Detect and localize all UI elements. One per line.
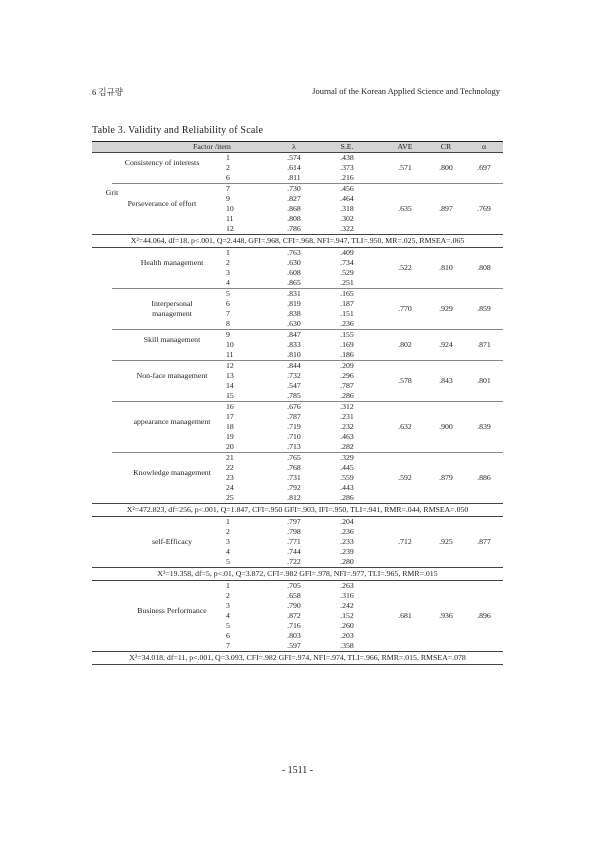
page-number: - 1511 - xyxy=(281,765,314,776)
item-se: .464 xyxy=(340,194,354,203)
item-number: 22 xyxy=(226,463,234,472)
group-ave: .632 xyxy=(398,422,412,431)
table-row xyxy=(92,547,503,557)
biz-section xyxy=(92,581,503,651)
table-row xyxy=(92,432,503,442)
item-number: 9 xyxy=(226,194,230,203)
table-row xyxy=(92,204,503,214)
item-se: .443 xyxy=(340,483,354,492)
item-number: 4 xyxy=(226,278,230,287)
table-row xyxy=(92,268,503,278)
factor-group xyxy=(92,289,503,329)
group-alpha: .769 xyxy=(477,204,491,213)
table-row xyxy=(92,361,503,371)
item-lambda: .731 xyxy=(287,473,301,482)
group-cr: .800 xyxy=(439,163,453,172)
item-se: .233 xyxy=(340,537,354,546)
item-lambda: .722 xyxy=(287,557,301,566)
model-fit-row: X²=34.018, df=11, p<.001, Q=3.093, CFI=.982 GFI=.974, NFI=.974, TLI=.966, RMR=.015, RMSEA=.078 xyxy=(92,651,503,665)
group-cr: .843 xyxy=(439,376,453,385)
item-se: .787 xyxy=(340,381,354,390)
item-number: 17 xyxy=(226,412,234,421)
table-row xyxy=(92,194,503,204)
table-row xyxy=(92,299,503,309)
item-number: 10 xyxy=(226,204,234,213)
item-se: .282 xyxy=(340,442,354,451)
item-lambda: .719 xyxy=(287,422,301,431)
item-number: 11 xyxy=(226,214,234,223)
item-lambda: .872 xyxy=(287,611,301,620)
table-row xyxy=(92,611,503,621)
item-se: .236 xyxy=(340,319,354,328)
group-ave: .578 xyxy=(398,376,412,385)
item-number: 7 xyxy=(226,309,230,318)
item-se: .216 xyxy=(340,173,354,182)
construct-label: Grit xyxy=(105,188,119,197)
table-row xyxy=(92,422,503,432)
item-number: 19 xyxy=(226,432,234,441)
item-lambda: .803 xyxy=(287,631,301,640)
item-lambda: .786 xyxy=(287,224,301,233)
item-lambda: .838 xyxy=(287,309,301,318)
item-lambda: .614 xyxy=(287,163,301,172)
col-ave: AVE xyxy=(397,142,413,151)
item-lambda: .790 xyxy=(287,601,301,610)
item-se: .152 xyxy=(340,611,354,620)
running-head-left: 6 김규량 xyxy=(92,87,124,97)
table-row xyxy=(92,402,503,412)
item-number: 2 xyxy=(226,163,230,172)
item-lambda: .810 xyxy=(287,350,301,359)
running-head-right: Journal of the Korean Applied Science and Technology xyxy=(312,86,500,96)
item-se: .187 xyxy=(340,299,354,308)
table-row xyxy=(92,527,503,537)
item-lambda: .763 xyxy=(287,248,301,257)
item-lambda: .658 xyxy=(287,591,301,600)
group-alpha: .896 xyxy=(477,611,491,620)
table-row xyxy=(92,517,503,527)
item-lambda: .574 xyxy=(287,153,301,162)
item-number: 6 xyxy=(226,173,230,182)
factor-group xyxy=(92,361,503,401)
item-number: 4 xyxy=(226,611,230,620)
item-se: .358 xyxy=(340,641,354,650)
table-row xyxy=(92,309,503,319)
item-se: .318 xyxy=(340,204,354,213)
table-row xyxy=(92,557,503,567)
table-row xyxy=(92,581,503,591)
group-cr: .925 xyxy=(439,537,453,546)
item-lambda: .676 xyxy=(287,402,301,411)
factor-name: Non-face management xyxy=(136,371,208,380)
group-cr: .936 xyxy=(439,611,453,620)
table-row xyxy=(92,412,503,422)
item-number: 5 xyxy=(226,557,230,566)
item-se: .236 xyxy=(340,527,354,536)
item-lambda: .827 xyxy=(287,194,301,203)
item-lambda: .771 xyxy=(287,537,301,546)
factor-name: Skill management xyxy=(143,335,201,344)
model-fit-row: X²=472.823, df=256, p<.001, Q=1.847, CFI=.950 GFI=.903, IFI=.950, TLI=.941, RMR=.044, RMSEA=.050 xyxy=(92,503,503,517)
item-number: 14 xyxy=(226,381,234,390)
item-se: .260 xyxy=(340,621,354,630)
item-lambda: .608 xyxy=(287,268,301,277)
model-fit-row: X²=19.358, df=5, p<.01, Q=3.872, CFI=.982 GFI=.978, NFI=.977, TLI=.965, RMR=.015 xyxy=(92,567,503,581)
table-row xyxy=(92,463,503,473)
item-number: 21 xyxy=(226,453,234,462)
item-lambda: .798 xyxy=(287,527,301,536)
item-number: 3 xyxy=(226,601,230,610)
item-number: 18 xyxy=(226,422,234,431)
item-se: .251 xyxy=(340,278,354,287)
table-row xyxy=(92,289,503,299)
table-caption: Table 3. Validity and Reliability of Scale xyxy=(92,125,264,136)
item-number: 7 xyxy=(226,641,230,650)
factor-name: Business Performance xyxy=(137,606,207,615)
item-number: 5 xyxy=(226,289,230,298)
item-se: .165 xyxy=(340,289,354,298)
item-lambda: .630 xyxy=(287,258,301,267)
item-se: .373 xyxy=(340,163,354,172)
item-se: .186 xyxy=(340,350,354,359)
item-se: .204 xyxy=(340,517,354,526)
group-ave: .522 xyxy=(398,263,412,272)
item-number: 6 xyxy=(226,299,230,308)
item-lambda: .765 xyxy=(287,453,301,462)
item-se: .169 xyxy=(340,340,354,349)
selfeff-section xyxy=(92,517,503,567)
item-se: .242 xyxy=(340,601,354,610)
table-row xyxy=(92,248,503,258)
table-header-row xyxy=(92,142,503,153)
item-lambda: .808 xyxy=(287,214,301,223)
item-number: 1 xyxy=(226,153,230,162)
item-lambda: .716 xyxy=(287,621,301,630)
item-lambda: .710 xyxy=(287,432,301,441)
item-se: .445 xyxy=(340,463,354,472)
item-se: .438 xyxy=(340,153,354,162)
item-se: .529 xyxy=(340,268,354,277)
item-number: 24 xyxy=(226,483,234,492)
group-alpha: .801 xyxy=(477,376,491,385)
item-se: .296 xyxy=(340,371,354,380)
factor-name: self-Efficacy xyxy=(151,537,193,546)
table-row xyxy=(92,493,503,503)
table-row xyxy=(92,319,503,329)
item-number: 1 xyxy=(226,517,230,526)
item-lambda: .768 xyxy=(287,463,301,472)
table-row xyxy=(92,340,503,350)
item-number: 20 xyxy=(226,442,234,451)
item-lambda: .865 xyxy=(287,278,301,287)
table-row xyxy=(92,163,503,173)
item-number: 2 xyxy=(226,591,230,600)
item-lambda: .785 xyxy=(287,391,301,400)
item-se: .734 xyxy=(340,258,354,267)
col-lambda: λ xyxy=(292,142,296,151)
item-se: .239 xyxy=(340,547,354,556)
item-se: .316 xyxy=(340,591,354,600)
item-se: .263 xyxy=(340,581,354,590)
group-alpha: .871 xyxy=(477,340,491,349)
group-cr: .924 xyxy=(439,340,453,349)
item-number: 6 xyxy=(226,631,230,640)
item-lambda: .792 xyxy=(287,483,301,492)
item-se: .322 xyxy=(340,224,354,233)
item-se: .151 xyxy=(340,309,354,318)
item-se: .559 xyxy=(340,473,354,482)
group-ave: .802 xyxy=(398,340,412,349)
mgmt-section xyxy=(92,248,503,503)
item-se: .463 xyxy=(340,432,354,441)
group-cr: .897 xyxy=(439,204,453,213)
item-number: 9 xyxy=(226,330,230,339)
item-lambda: .547 xyxy=(287,381,301,390)
item-lambda: .797 xyxy=(287,517,301,526)
model-fit-row: X²=44.064, df=18, p<.001, Q=2.448, GFI=.968, CFI=.968, NFI=.947, TLI=.950, MR=.025, RMSEA=.065 xyxy=(92,234,503,248)
table-row xyxy=(92,537,503,547)
table-row xyxy=(92,391,503,401)
item-se: .286 xyxy=(340,493,354,502)
table-row xyxy=(92,350,503,360)
item-lambda: .630 xyxy=(287,319,301,328)
col-cr: CR xyxy=(440,142,452,151)
group-cr: .900 xyxy=(439,422,453,431)
item-lambda: .833 xyxy=(287,340,301,349)
item-lambda: .705 xyxy=(287,581,301,590)
table-row xyxy=(92,621,503,631)
table-body xyxy=(92,153,503,665)
item-se: .329 xyxy=(340,453,354,462)
factor-group xyxy=(92,330,503,360)
group-ave: .571 xyxy=(398,163,412,172)
item-number: 13 xyxy=(226,371,234,380)
item-lambda: .811 xyxy=(287,173,301,182)
factor-group xyxy=(92,517,503,567)
item-se: .456 xyxy=(340,184,354,193)
group-alpha: .697 xyxy=(477,163,491,172)
item-number: 12 xyxy=(226,361,234,370)
table-row xyxy=(92,381,503,391)
group-ave: .712 xyxy=(398,537,412,546)
group-alpha: .808 xyxy=(477,263,491,272)
item-lambda: .831 xyxy=(287,289,301,298)
table-row xyxy=(92,591,503,601)
item-number: 25 xyxy=(226,493,234,502)
item-number: 2 xyxy=(226,527,230,536)
table-row xyxy=(92,483,503,493)
item-number: 4 xyxy=(226,547,230,556)
factor-name: appearance management xyxy=(133,417,211,426)
factor-group xyxy=(92,402,503,452)
item-se: .286 xyxy=(340,391,354,400)
factor-name: Health management xyxy=(140,258,204,267)
table-row xyxy=(92,442,503,452)
item-se: .409 xyxy=(340,248,354,257)
item-lambda: .819 xyxy=(287,299,301,308)
item-se: .203 xyxy=(340,631,354,640)
item-number: 1 xyxy=(226,581,230,590)
item-se: .312 xyxy=(340,402,354,411)
table-row xyxy=(92,258,503,268)
table-row xyxy=(92,473,503,483)
item-lambda: .732 xyxy=(287,371,301,380)
grit-section xyxy=(92,153,503,234)
item-se: .280 xyxy=(340,557,354,566)
factor-group xyxy=(92,581,503,651)
group-ave: .681 xyxy=(398,611,412,620)
item-number: 2 xyxy=(226,258,230,267)
group-ave: .592 xyxy=(398,473,412,482)
item-se: .155 xyxy=(340,330,354,339)
factor-name: Consistency of interests xyxy=(124,158,200,167)
item-lambda: .812 xyxy=(287,493,301,502)
table-row xyxy=(92,330,503,340)
item-se: .209 xyxy=(340,361,354,370)
item-number: 3 xyxy=(226,268,230,277)
validity-table xyxy=(92,141,503,665)
item-se: .231 xyxy=(340,412,354,421)
table-row xyxy=(92,371,503,381)
table-row xyxy=(92,184,503,194)
table-row xyxy=(92,453,503,463)
item-number: 15 xyxy=(226,391,234,400)
group-cr: .810 xyxy=(439,263,453,272)
col-factor: Factor /item xyxy=(193,142,231,151)
item-number: 16 xyxy=(226,402,234,411)
item-number: 3 xyxy=(226,537,230,546)
group-cr: .879 xyxy=(439,473,453,482)
item-number: 7 xyxy=(226,184,230,193)
group-alpha: .877 xyxy=(477,537,491,546)
item-se: .232 xyxy=(340,422,354,431)
item-number: 10 xyxy=(226,340,234,349)
factor-name: Knowledge management xyxy=(133,468,211,477)
item-number: 5 xyxy=(226,621,230,630)
group-alpha: .859 xyxy=(477,304,491,313)
item-number: 12 xyxy=(226,224,234,233)
item-number: 11 xyxy=(226,350,234,359)
item-se: .302 xyxy=(340,214,354,223)
factor-group xyxy=(92,248,503,288)
factor-group xyxy=(92,453,503,503)
item-lambda: .868 xyxy=(287,204,301,213)
item-lambda: .730 xyxy=(287,184,301,193)
table-row xyxy=(92,153,503,163)
table-row xyxy=(92,601,503,611)
col-alpha: α xyxy=(481,142,487,151)
group-ave: .635 xyxy=(398,204,412,213)
table-row xyxy=(92,278,503,288)
factor-name: Perseverance of effort xyxy=(127,199,197,208)
group-cr: .929 xyxy=(439,304,453,313)
factor-name: Interpersonal management xyxy=(151,299,193,318)
item-lambda: .713 xyxy=(287,442,301,451)
table-row xyxy=(92,641,503,651)
group-alpha: .839 xyxy=(477,422,491,431)
item-lambda: .744 xyxy=(287,547,301,556)
group-ave: .770 xyxy=(398,304,412,313)
table-row xyxy=(92,173,503,183)
factor-group xyxy=(92,184,503,234)
factor-group xyxy=(92,153,503,183)
col-se: S.E. xyxy=(340,142,354,151)
item-lambda: .597 xyxy=(287,641,301,650)
item-number: 1 xyxy=(226,248,230,257)
group-alpha: .886 xyxy=(477,473,491,482)
table-row xyxy=(92,631,503,641)
table-row xyxy=(92,224,503,234)
item-number: 23 xyxy=(226,473,234,482)
item-number: 8 xyxy=(226,319,230,328)
item-lambda: .847 xyxy=(287,330,301,339)
table-row xyxy=(92,214,503,224)
item-lambda: .787 xyxy=(287,412,301,421)
item-lambda: .844 xyxy=(287,361,301,370)
